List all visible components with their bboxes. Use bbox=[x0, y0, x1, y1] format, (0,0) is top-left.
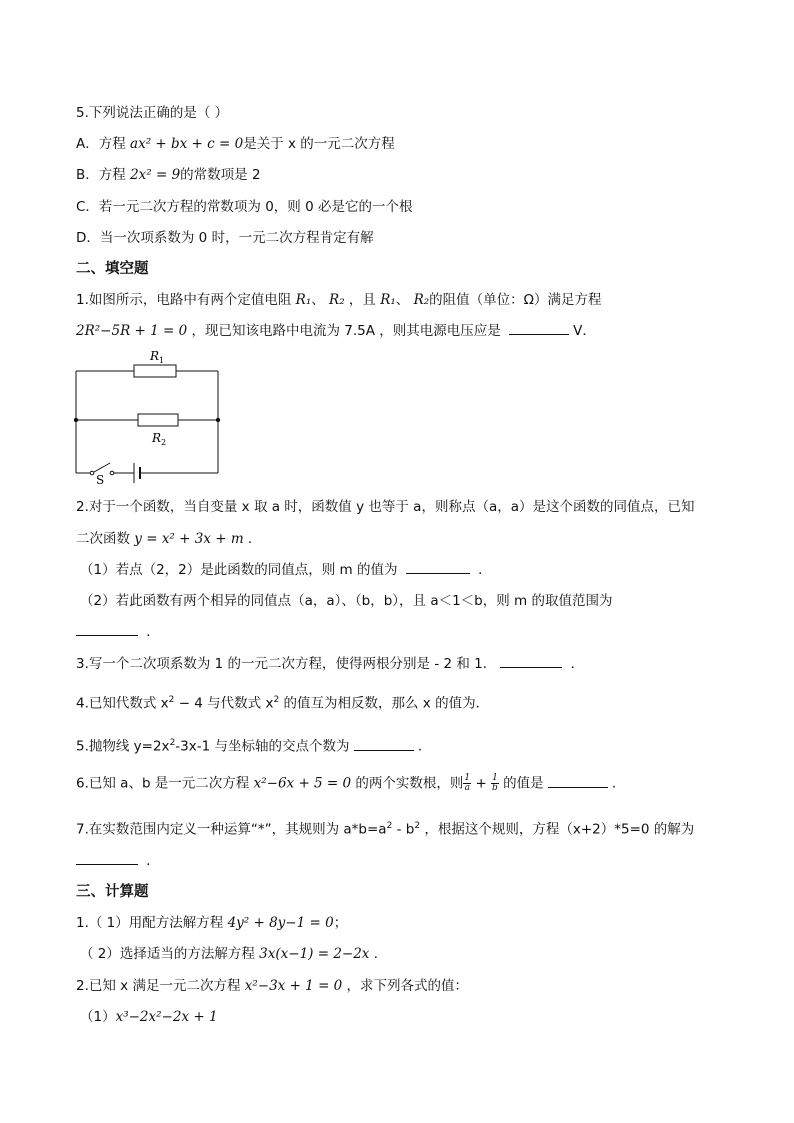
calc-q2-sub1: （1）x³−2x²−2x + 1 bbox=[80, 1009, 218, 1025]
switch-contact bbox=[110, 471, 114, 475]
circuit-diagram bbox=[70, 345, 230, 485]
fill-q2-line1: 2.对于一个函数，当自变量 x 取 a 时，函数值 y 也等于 a，则称点（a，a）是这个函数的同值点，已知 bbox=[76, 499, 695, 515]
switch-label: S bbox=[96, 473, 105, 485]
fill-q2-sub1: （1）若点（2，2）是此函数的同值点，则 m 的值为 ． bbox=[80, 562, 492, 578]
fraction: $\frac{1}{a}$ bbox=[464, 773, 471, 793]
section-title-calculation: 三、计算题 bbox=[76, 884, 149, 900]
calc-q1-part1: 1.（ 1）用配方法解方程 4y² + 8y−1 = 0； bbox=[76, 915, 348, 931]
answer-blank[interactable] bbox=[76, 852, 138, 865]
fraction: $\frac{1}{b}$ bbox=[492, 773, 498, 793]
junction-dot bbox=[216, 418, 220, 422]
fill-q4: 4.已知代数式 $x^2 - 4$ 与代数式 $x^2$ 的值互为相反数，那么 x 的值为． bbox=[76, 695, 490, 712]
switch-lever bbox=[94, 463, 110, 472]
calc-q1-part2: （ 2）选择适当的方法解方程 3x(x−1) = 2−2x ． bbox=[80, 946, 388, 962]
resistor-r1 bbox=[134, 365, 176, 377]
section-title-fill-in: 二、填空题 bbox=[76, 261, 149, 277]
fill-q2-sub2-blank-line: ． bbox=[76, 623, 160, 641]
q5-stem: 5.下列说法正确的是（ ） bbox=[76, 105, 229, 121]
q5-option-a: A．方程 ax² + bx + c = 0是关于 x 的一元二次方程 bbox=[76, 136, 395, 152]
fill-q2-sub2: （2）若此函数有两个相异的同值点（a，a）、（b，b），且 a＜1＜b，则 m 的取值范围为 bbox=[80, 593, 613, 609]
q5-option-d: D．当一次项系数为 0 时，一元二次方程肯定有解 bbox=[76, 230, 374, 246]
junction-dot bbox=[74, 418, 78, 422]
resistor-r2 bbox=[138, 414, 178, 426]
calc-q2: 2.已知 x 满足一元二次方程 x²−3x + 1 = 0 ，求下列各式的值： bbox=[76, 978, 469, 994]
fill-q1-line1: 1.如图所示，电路中有两个定值电阻 R₁、 R₂ ，且 R₁、 R₂的阻值（单位：Ω）满足方程 bbox=[76, 292, 602, 308]
q5-option-c: C．若一元二次方程的常数项为 0，则 0 必是它的一个根 bbox=[76, 199, 413, 215]
answer-blank[interactable] bbox=[406, 561, 470, 574]
fill-q2-line2: 二次函数 y = x² + 3x + m ． bbox=[76, 531, 262, 547]
switch-contact bbox=[90, 471, 94, 475]
answer-blank[interactable] bbox=[354, 738, 414, 751]
fill-q6: 6.已知 a、b 是一元二次方程 x²−6x + 5 = 0 的两个实数根，则 $\frac{1}{a}$ + $\frac{1}{b}$ 的值是 . bbox=[76, 773, 617, 793]
answer-blank[interactable] bbox=[76, 623, 138, 636]
r2-label: $R_2$ bbox=[152, 431, 167, 447]
fill-q1-line2: 2R²−5R + 1 = 0 ，现已知该电路中电流为 7.5A ，则其电源电压应是 V． bbox=[76, 323, 596, 339]
q5-option-b: B．方程 2x² = 9的常数项是 2 bbox=[76, 167, 261, 183]
r1-label: $R_1$ bbox=[150, 349, 165, 365]
fill-q7-line1: 7.在实数范围内定义一种运算“*”，其规则为 $a*b=a^2 - b^2$ ，根据这个规则，方程（x+2）*5=0 的解为 bbox=[76, 821, 695, 838]
fill-q5: 5.抛物线 $y=2x^2-3x-1$ 与坐标轴的交点个数为 . bbox=[76, 738, 423, 755]
fill-q3: 3.写一个二次项系数为 1 的一元二次方程，使得两根分别是 - 2 和 1． ． bbox=[76, 656, 585, 672]
fill-q7-blank-line: ． bbox=[76, 852, 160, 870]
answer-blank[interactable] bbox=[548, 775, 608, 788]
answer-blank[interactable] bbox=[500, 655, 562, 668]
answer-blank[interactable] bbox=[509, 322, 569, 335]
